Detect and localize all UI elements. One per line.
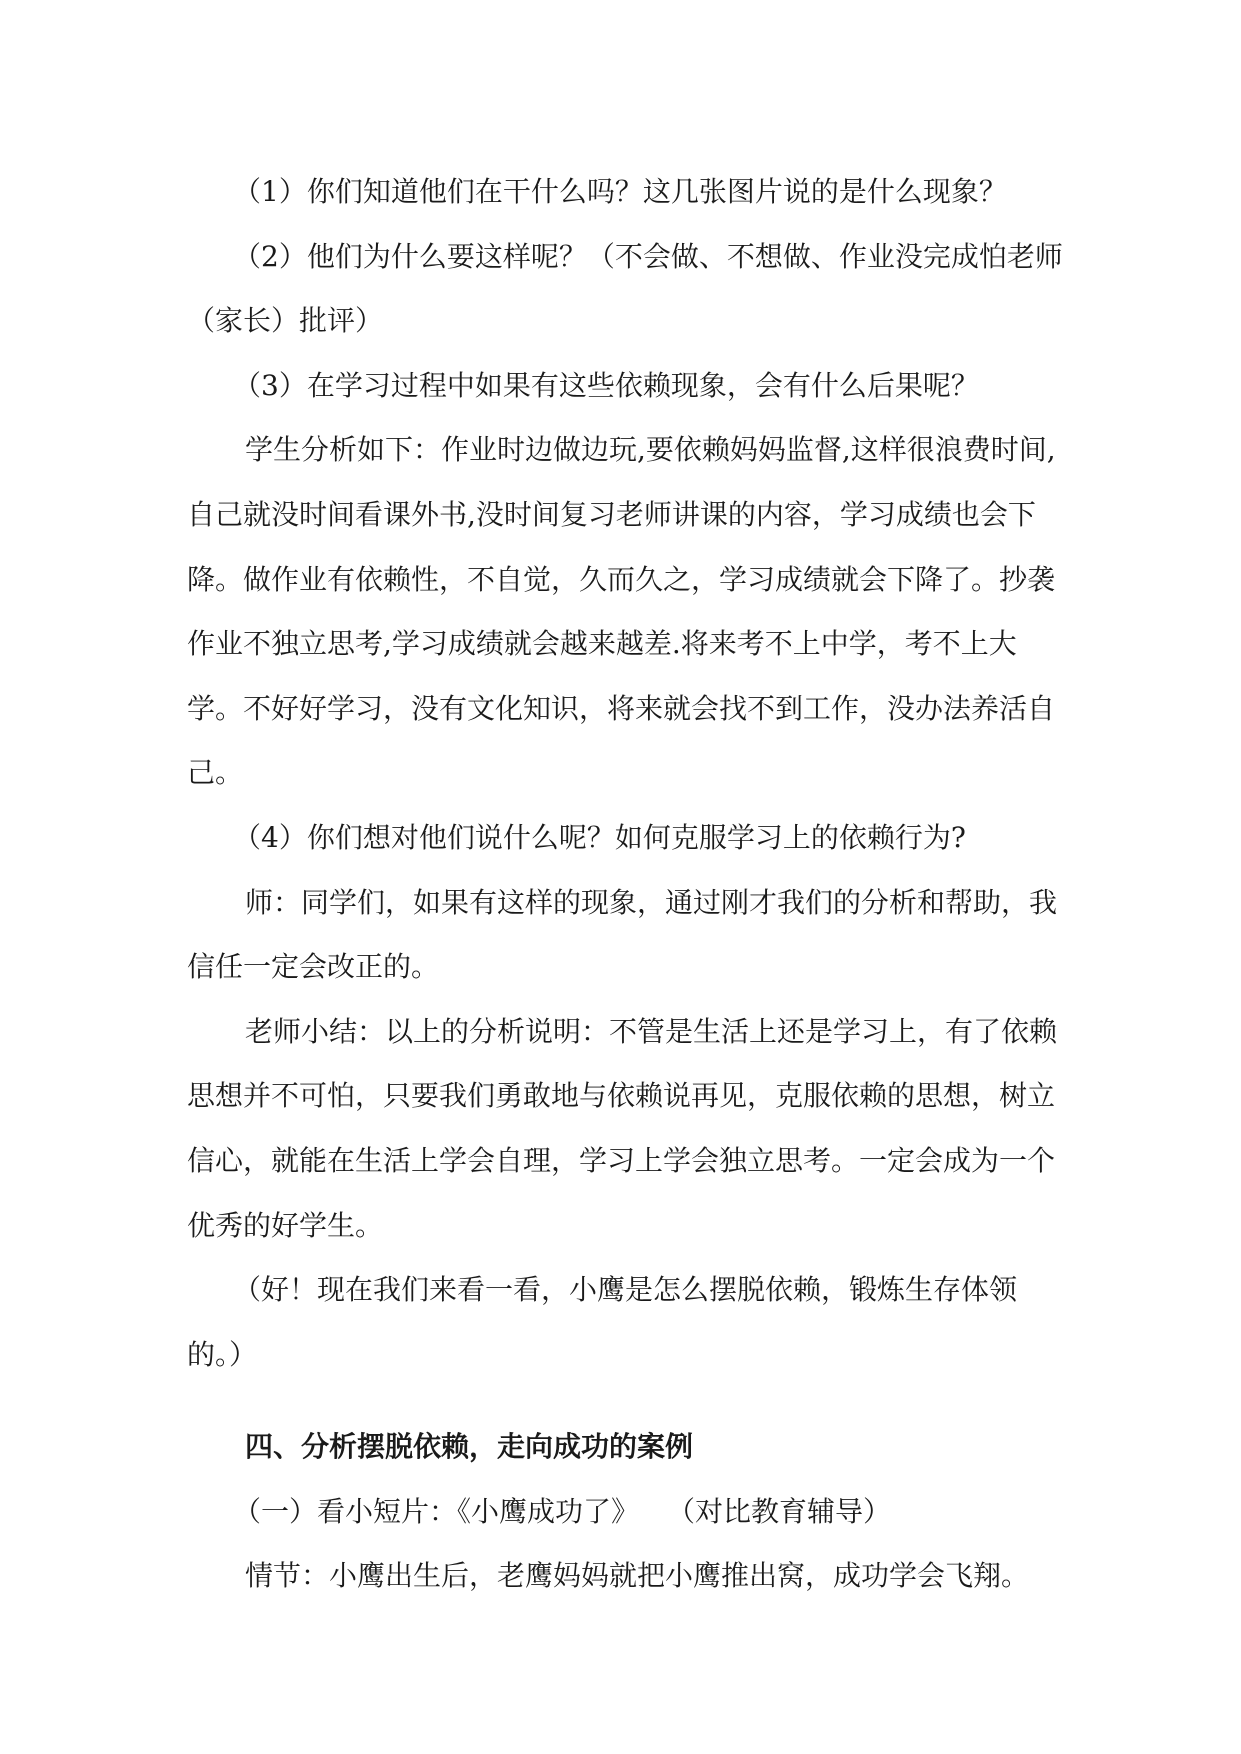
question-4: （4）你们想对他们说什么呢？如何克服学习上的依赖行为? bbox=[233, 820, 966, 854]
video-item: （一）看小短片：《小鹰成功了》 （对比教育辅导） bbox=[233, 1494, 892, 1528]
transition-note: （好！现在我们来看一看，小鹰是怎么摆脱依赖，锻炼生存体领的。） bbox=[187, 1273, 1018, 1371]
plot-description: 情节：小鹰出生后，老鹰妈妈就把小鹰推出窝，成功学会飞翔。 bbox=[245, 1559, 1030, 1593]
question-2: （2）他们为什么要这样呢？（不会做、不想做、作业没完成怕老师（家长）批评） bbox=[187, 239, 1063, 338]
student-analysis: 学生分析如下：作业时边做边玩,要依赖妈妈监督,这样很浪费时间,自己就没时间看课外书,没时间复习老师讲课的内容，学习成绩也会下降。做作业有依赖性，不自觉，久而久之，学习成绩就会下降了。抄袭作业不独立思考,学习成绩就会越来越差.将来考不上中学，考不上大学。不好好学习，没有文化知识，将来就会找不到工作，没办法养活自己。 bbox=[187, 433, 1056, 790]
question-1: （1）你们知道他们在干什么吗？这几张图片说的是什么现象？ bbox=[233, 175, 1007, 208]
teacher-remark: 师：同学们，如果有这样的现象，通过刚才我们的分析和帮助，我信任一定会改正的。 bbox=[187, 885, 1058, 984]
teacher-summary: 老师小结：以上的分析说明：不管是生活上还是学习上，有了依赖思想并不可怕，只要我们勇敢地与依赖说再见，克服依赖的思想，树立信心，就能在生活上学会自理，学习上学会独立思考。一定会成为一个优秀的好学生。 bbox=[187, 1014, 1058, 1242]
section-heading: 四、分析摆脱依赖，走向成功的案例 bbox=[245, 1430, 694, 1464]
question-3: （3）在学习过程中如果有这些依赖现象，会有什么后果呢？ bbox=[233, 368, 979, 402]
document-body bbox=[187, 160, 1063, 1609]
